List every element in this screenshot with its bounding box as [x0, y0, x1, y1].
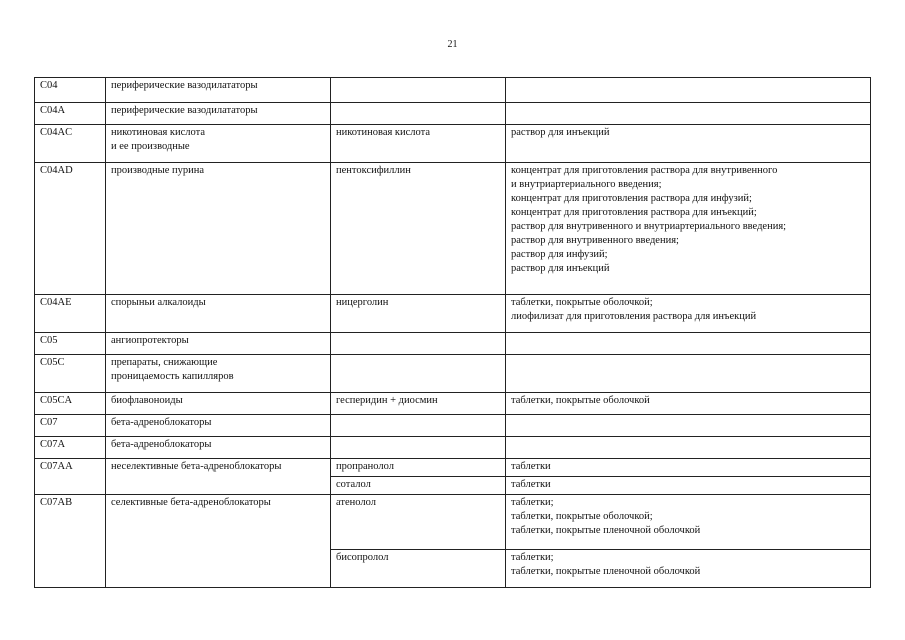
atc-code-cell: C04AD — [35, 163, 106, 295]
group-name-cell-line: производные пурина — [111, 165, 205, 176]
atc-code-cell: C05CA — [35, 393, 106, 415]
atc-code-cell: C04A — [35, 103, 106, 125]
drug-name-cell — [331, 125, 506, 163]
group-name-cell — [106, 295, 331, 333]
table-row — [35, 495, 871, 550]
drug-name-cell — [331, 163, 506, 295]
dosage-form-cell-line: таблетки, покрытые оболочкой; — [511, 297, 653, 308]
dosage-form-cell — [506, 355, 871, 393]
drug-name-cell: пропранолол — [331, 459, 506, 477]
dosage-form-cell — [506, 78, 871, 103]
dosage-form-cell — [506, 459, 871, 477]
dosage-form-cell-line: раствор для инъекций — [511, 127, 610, 138]
drug-name-cell — [331, 437, 506, 459]
dosage-form-cell — [506, 295, 871, 333]
table-row — [35, 415, 871, 437]
dosage-form-cell-line: и внутриартериального введения; — [511, 179, 662, 190]
group-name-cell — [106, 415, 331, 437]
dosage-form-cell — [506, 495, 871, 550]
dosage-form-cell-line: концентрат для приготовления раствора для инфузий; — [511, 193, 752, 204]
dosage-form-cell — [506, 125, 871, 163]
group-name-cell-line: и ее производные — [111, 141, 190, 152]
dosage-form-cell-line: таблетки, покрытые оболочкой; — [511, 511, 653, 522]
dosage-form-cell — [506, 333, 871, 355]
drug-name-cell-line: ницерголин — [336, 297, 389, 308]
dosage-form-cell-line: таблетки; — [511, 497, 554, 508]
drug-name-cell-line: гесперидин + диосмин — [336, 395, 438, 406]
table-row — [35, 393, 871, 415]
group-name-cell — [106, 333, 331, 355]
group-name-cell-line: никотиновая кислота — [111, 127, 206, 138]
group-name-cell-line: ангиопротекторы — [111, 335, 189, 346]
table-row — [35, 103, 871, 125]
group-name-cell — [106, 437, 331, 459]
dosage-form-cell-line: таблетки, покрытые пленочной оболочкой — [511, 525, 701, 536]
atc-code-cell: C04AC — [35, 125, 106, 163]
group-name-cell: неселективные бета-адреноблокаторы — [106, 459, 331, 495]
group-name-cell-line: биофлавоноиды — [111, 395, 183, 406]
page-number: 21 — [447, 39, 458, 50]
atc-code-cell: C07 — [35, 415, 106, 437]
dosage-form-cell-line: раствор для внутривенного введения; — [511, 235, 679, 246]
group-name-cell-line: бета-адреноблокаторы — [111, 439, 212, 450]
atc-code-cell: C07A — [35, 437, 106, 459]
drug-name-cell — [331, 415, 506, 437]
group-name-cell: селективные бета-адреноблокаторы — [106, 495, 331, 588]
group-name-cell-line: проницаемость капилляров — [111, 371, 234, 382]
atc-code-cell: C04AE — [35, 295, 106, 333]
dosage-form-cell-line: таблетки; — [511, 552, 554, 563]
dosage-form-cell — [506, 415, 871, 437]
table-row — [35, 459, 871, 477]
dosage-form-cell — [506, 393, 871, 415]
table-row — [35, 355, 871, 393]
dosage-form-cell — [506, 163, 871, 295]
dosage-form-cell-line: таблетки, покрытые оболочкой — [511, 395, 650, 406]
drug-name-cell: бисопролол — [331, 550, 506, 588]
atc-code-cell: C05 — [35, 333, 106, 355]
drug-name-cell — [331, 333, 506, 355]
drug-classification-table — [34, 77, 871, 588]
dosage-form-cell-line: раствор для внутривенного и внутриартериального введения; — [511, 221, 787, 232]
atc-code-cell: C04 — [35, 78, 106, 103]
drug-name-cell — [331, 355, 506, 393]
dosage-form-cell — [506, 550, 871, 588]
dosage-form-cell-line: лиофилизат для приготовления раствора для инъекций — [511, 311, 757, 322]
group-name-cell — [106, 393, 331, 415]
drug-name-cell — [331, 393, 506, 415]
atc-code-cell: C05C — [35, 355, 106, 393]
dosage-form-cell-line: раствор для инъекций — [511, 263, 610, 274]
group-name-cell — [106, 163, 331, 295]
group-name-cell — [106, 103, 331, 125]
drug-name-cell: атенолол — [331, 495, 506, 550]
group-name-cell — [106, 355, 331, 393]
group-name-cell — [106, 78, 331, 103]
table-row — [35, 295, 871, 333]
group-name-cell-line: спорыньи алкалоиды — [111, 297, 206, 308]
table-row — [35, 125, 871, 163]
atc-code-cell: C07AA — [35, 459, 106, 495]
drug-name-cell-line: пентоксифиллин — [336, 165, 411, 176]
drug-name-cell: соталол — [331, 477, 506, 495]
drug-name-cell — [331, 103, 506, 125]
atc-code-cell: C07AB — [35, 495, 106, 588]
dosage-form-cell-line: таблетки — [511, 479, 551, 490]
dosage-form-cell-line: раствор для инфузий; — [511, 249, 608, 260]
table-row — [35, 333, 871, 355]
dosage-form-cell — [506, 437, 871, 459]
group-name-cell-line: периферические вазодилататоры — [111, 105, 258, 116]
table-row — [35, 163, 871, 295]
dosage-form-cell-line: концентрат для приготовления раствора для инъекций; — [511, 207, 757, 218]
drug-name-cell — [331, 295, 506, 333]
group-name-cell-line: периферические вазодилататоры — [111, 80, 258, 91]
group-name-cell-line: бета-адреноблокаторы — [111, 417, 212, 428]
dosage-form-cell-line: таблетки, покрытые пленочной оболочкой — [511, 566, 701, 577]
drug-name-cell-line: никотиновая кислота — [336, 127, 431, 138]
dosage-form-cell-line: таблетки — [511, 461, 551, 472]
group-name-cell-line: препараты, снижающие — [111, 357, 218, 368]
drug-name-cell — [331, 78, 506, 103]
table-row — [35, 78, 871, 103]
dosage-form-cell — [506, 477, 871, 495]
table-row — [35, 437, 871, 459]
dosage-form-cell — [506, 103, 871, 125]
dosage-form-cell-line: концентрат для приготовления раствора для внутривенного — [511, 165, 778, 176]
group-name-cell — [106, 125, 331, 163]
